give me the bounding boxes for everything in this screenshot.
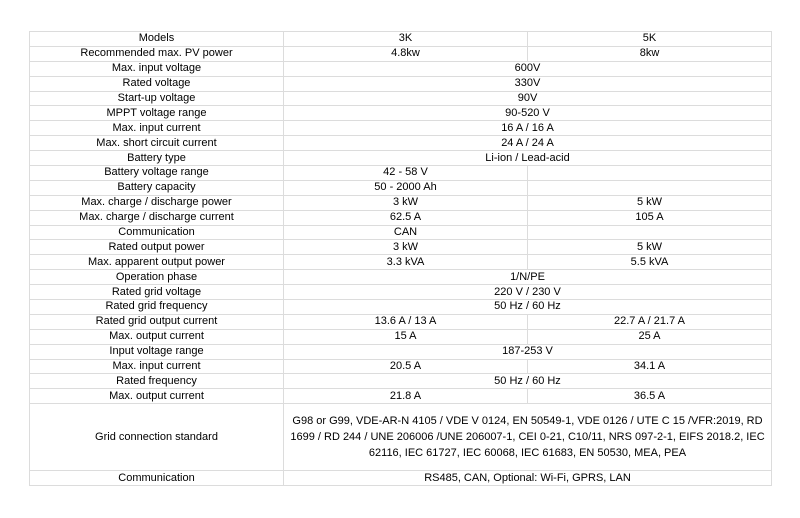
cell-5k: 25 A — [528, 329, 772, 344]
cell-3k: 62.5 A — [284, 210, 528, 225]
table-row — [30, 210, 772, 225]
cell-5k — [528, 180, 772, 195]
row-label: Battery capacity — [30, 180, 284, 195]
row-label: Communication — [30, 225, 284, 240]
row-label: Recommended max. PV power — [30, 46, 284, 61]
table-row — [30, 255, 772, 270]
row-label: Max. input voltage — [30, 61, 284, 76]
row-label: Operation phase — [30, 270, 284, 285]
cell-5k: 5 kW — [528, 195, 772, 210]
cell-shared: 220 V / 230 V — [284, 285, 772, 300]
table-row — [30, 32, 772, 47]
cell-3k: 3K — [284, 32, 528, 47]
cell-shared: 90-520 V — [284, 106, 772, 121]
table-row — [30, 374, 772, 389]
cell-5k: 5.5 kVA — [528, 255, 772, 270]
table-row — [30, 195, 772, 210]
table-row — [30, 166, 772, 181]
cell-shared: 50 Hz / 60 Hz — [284, 374, 772, 389]
row-label: Battery type — [30, 151, 284, 166]
table-row — [30, 136, 772, 151]
row-label: Communication — [30, 471, 284, 486]
cell-5k — [528, 166, 772, 181]
cell-shared: 600V — [284, 61, 772, 76]
row-label: Battery voltage range — [30, 166, 284, 181]
row-label: Start-up voltage — [30, 91, 284, 106]
cell-3k: 20.5 A — [284, 359, 528, 374]
table-row — [30, 344, 772, 359]
row-label: Rated grid voltage — [30, 285, 284, 300]
cell-3k: 15 A — [284, 329, 528, 344]
table-row — [30, 359, 772, 374]
table-row — [30, 300, 772, 315]
cell-3k: CAN — [284, 225, 528, 240]
table-row — [30, 225, 772, 240]
row-label: Models — [30, 32, 284, 47]
cell-3k: 42 - 58 V — [284, 166, 528, 181]
row-label: MPPT voltage range — [30, 106, 284, 121]
cell-shared: Li-ion / Lead-acid — [284, 151, 772, 166]
table-row — [30, 121, 772, 136]
cell-5k: 8kw — [528, 46, 772, 61]
cell-5k: 34.1 A — [528, 359, 772, 374]
cell-3k: 3 kW — [284, 195, 528, 210]
cell-shared: 187-253 V — [284, 344, 772, 359]
cell-5k: 22.7 A / 21.7 A — [528, 314, 772, 329]
cell-5k — [528, 225, 772, 240]
cell-shared: RS485, CAN, Optional: Wi-Fi, GPRS, LAN — [284, 471, 772, 486]
row-label: Max. charge / discharge current — [30, 210, 284, 225]
cell-5k: 5 kW — [528, 240, 772, 255]
row-label: Rated frequency — [30, 374, 284, 389]
cell-3k: 4.8kw — [284, 46, 528, 61]
cell-5k: 36.5 A — [528, 389, 772, 404]
table-row — [30, 285, 772, 300]
cell-5k: 5K — [528, 32, 772, 47]
row-label: Rated output power — [30, 240, 284, 255]
spec-table — [29, 31, 772, 486]
table-row — [30, 180, 772, 195]
row-label: Max. input current — [30, 359, 284, 374]
row-label: Max. output current — [30, 389, 284, 404]
cell-3k: 50 - 2000 Ah — [284, 180, 528, 195]
table-row — [30, 270, 772, 285]
cell-shared: 1/N/PE — [284, 270, 772, 285]
cell-shared: 16 A / 16 A — [284, 121, 772, 136]
table-row — [30, 91, 772, 106]
row-label: Max. charge / discharge power — [30, 195, 284, 210]
cell-3k: 21.8 A — [284, 389, 528, 404]
row-label: Rated grid output current — [30, 314, 284, 329]
cell-shared: G98 or G99, VDE-AR-N 4105 / VDE V 0124, EN 50549-1, VDE 0126 / UTE C 15 /VFR:2019, RD 1699 / RD 244 / UNE 206006 /UNE 206007-1, CEI 0-21, C10/11, NRS 097-2-1, EIFS 2018.2, IEC 62116, IEC 61727, IEC 60068, IEC 61683, EN 50530, MEA, PEA — [284, 404, 772, 471]
row-label: Max. apparent output power — [30, 255, 284, 270]
table-row — [30, 404, 772, 471]
row-label: Grid connection standard — [30, 404, 284, 471]
cell-shared: 50 Hz / 60 Hz — [284, 300, 772, 315]
cell-5k: 105 A — [528, 210, 772, 225]
cell-shared: 90V — [284, 91, 772, 106]
cell-shared: 24 A / 24 A — [284, 136, 772, 151]
table-row — [30, 329, 772, 344]
row-label: Max. short circuit current — [30, 136, 284, 151]
table-row — [30, 471, 772, 486]
table-row — [30, 61, 772, 76]
table-row — [30, 76, 772, 91]
row-label: Input voltage range — [30, 344, 284, 359]
table-row — [30, 314, 772, 329]
table-row — [30, 389, 772, 404]
cell-3k: 3.3 kVA — [284, 255, 528, 270]
table-row — [30, 106, 772, 121]
row-label: Rated voltage — [30, 76, 284, 91]
cell-3k: 13.6 A / 13 A — [284, 314, 528, 329]
table-row — [30, 46, 772, 61]
table-row — [30, 240, 772, 255]
row-label: Max. output current — [30, 329, 284, 344]
row-label: Max. input current — [30, 121, 284, 136]
cell-shared: 330V — [284, 76, 772, 91]
cell-3k: 3 kW — [284, 240, 528, 255]
table-row — [30, 151, 772, 166]
row-label: Rated grid frequency — [30, 300, 284, 315]
